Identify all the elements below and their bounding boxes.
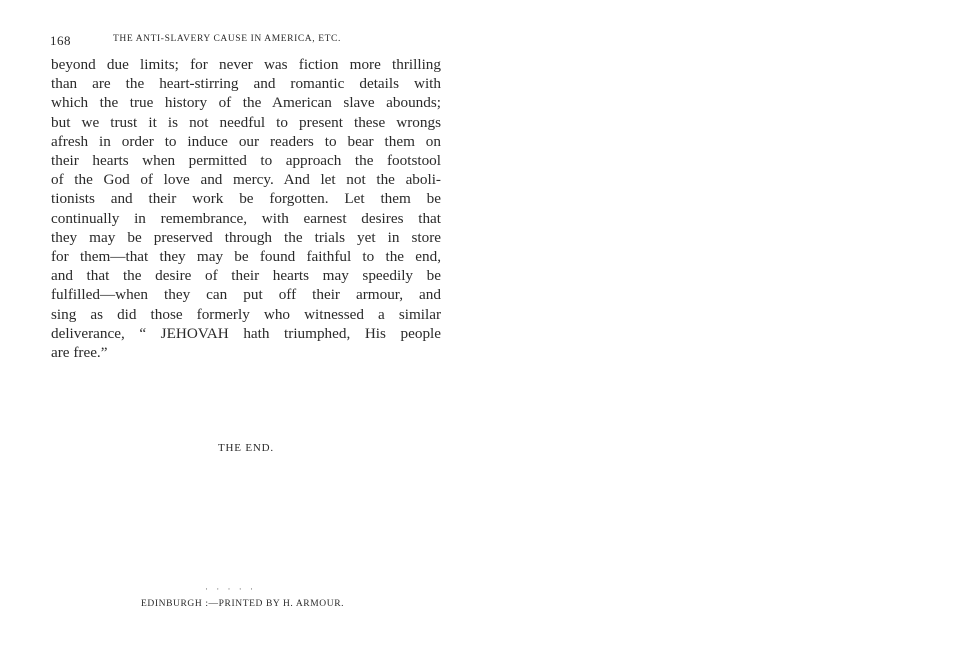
body-line: are free.” <box>51 344 108 362</box>
the-end-marker: THE END. <box>218 442 274 454</box>
printer-imprint: EDINBURGH :—PRINTED BY H. ARMOUR. <box>141 599 345 609</box>
body-line: than are the heart-stirring and romantic details with <box>51 75 441 93</box>
running-title: THE ANTI-SLAVERY CAUSE IN AMERICA, ETC. <box>113 34 341 44</box>
body-line: beyond due limits; for never was fiction more thrilling <box>51 56 441 73</box>
running-head <box>50 33 450 49</box>
body-line: for them—that they may be found faithful to the end, <box>51 248 441 266</box>
printer-ornament: · · · · · <box>205 584 256 594</box>
body-line: tionists and their work be forgotten. Let them be <box>51 190 441 208</box>
body-line: continually in remembrance, with earnest desires that <box>51 209 441 227</box>
body-line: of the God of love and mercy. And let not the aboli- <box>51 171 441 189</box>
page-number: 168 <box>50 33 71 48</box>
body-line: and that the desire of their hearts may speedily be <box>51 267 441 285</box>
body-line: but we trust it is not needful to present these wrongs <box>51 113 441 131</box>
body-line: fulfilled—when they can put off their armour, and <box>51 286 441 304</box>
body-line: deliverance, “ JEHOVAH hath triumphed, His people <box>51 324 441 342</box>
body-line: they may be preserved through the trials yet in store <box>51 228 441 246</box>
body-paragraph <box>51 55 441 362</box>
body-line: sing as did those formerly who witnessed a similar <box>51 305 441 323</box>
body-line: afresh in order to induce our readers to bear them on <box>51 132 441 150</box>
body-line: which the true history of the American slave abounds; <box>51 94 441 112</box>
body-line: their hearts when permitted to approach the footstool <box>51 152 441 170</box>
